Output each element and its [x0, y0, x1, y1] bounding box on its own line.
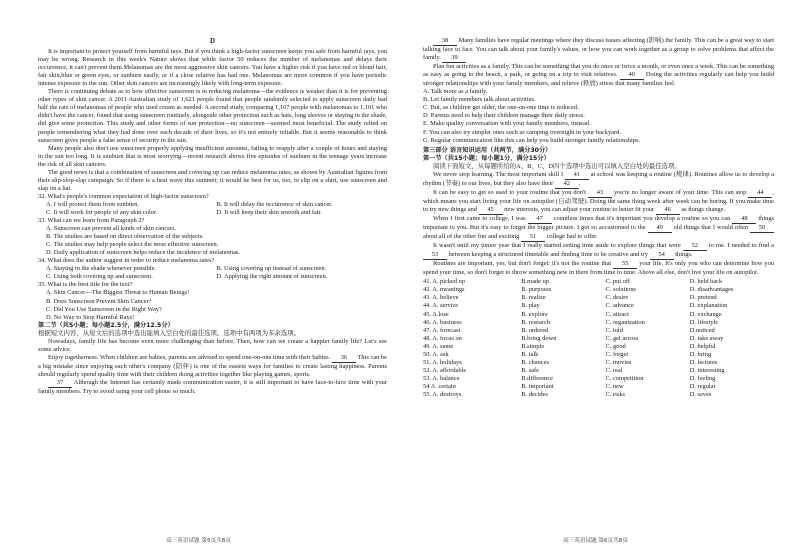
sentence-option: E. Make quality conversation with your family members, instead. [423, 120, 591, 128]
answer-choice: B. talk [521, 350, 539, 358]
cloze-blank: 45 [479, 206, 503, 215]
answer-choice: C. desire [605, 294, 629, 302]
answer-option: C. Did You Use Sunscreen in the Right Way? [46, 305, 162, 313]
cloze-text: as things change. [679, 205, 726, 213]
answer-choice: D. explanation [689, 302, 728, 310]
answer-choice: C. real [605, 366, 623, 374]
answer-choice: 46. A. business [423, 318, 462, 326]
answer-choice: 54 A. certain [423, 382, 456, 390]
blank-40: 40 [620, 71, 644, 80]
answer-choice: B. chances [521, 358, 549, 366]
answer-row [423, 302, 774, 310]
cloze-text: . [578, 179, 581, 187]
answer-choice: B.simple [521, 342, 545, 350]
answer-row [423, 294, 774, 302]
answer-option: B. Using covering up instead of sunscreen. [216, 265, 327, 273]
cloze-blank: 48 [732, 215, 756, 224]
cloze-blank: 55 [613, 260, 637, 269]
blank-39: 39 [442, 54, 466, 63]
answer-choice: D. disadvantages [689, 286, 734, 294]
cloze-paragraph [423, 189, 774, 215]
cloze-blank: 41 [565, 171, 589, 180]
section1-instruction: 阅读下面短文，从每题所给的A、B、C、D四个选项中选出可以填入空白处的最佳选项。 [433, 162, 681, 170]
answer-choice: C. competition [605, 374, 644, 382]
blank-36: 36 [332, 354, 356, 363]
sentence-option: C. But, as children get older, the one-on-one time is reduced. [423, 104, 579, 112]
answer-choice: 51. A. holidays [423, 358, 462, 366]
cloze-blank: 47 [528, 215, 552, 224]
answer-choice: D. feeling [689, 374, 716, 382]
question-list-32-35 [38, 193, 387, 322]
answer-option: B. The studies are based on direct observation of the subjects. [46, 233, 204, 241]
answer-row [423, 286, 774, 294]
answer-choice: C. advance [605, 302, 634, 310]
answer-choice: D. helpful [689, 342, 716, 350]
option-row [46, 201, 387, 209]
section2-heading: 第二节（共5小题；每小题2.5分，满分12.5分） [38, 321, 174, 329]
cloze-text: you're no longer aware of your time. This can stop [611, 188, 749, 196]
answer-choice: D. lifestyle [689, 318, 719, 326]
paragraph-39-text: Plan fun activities as a family. This can be something that you do once or twice a month, or even once a week. This can be something as easy as going to the beach, a park, or going on a trip to visit relatives. [423, 63, 774, 79]
answer-choice: D. held back [689, 278, 723, 286]
passage-letter: D [209, 37, 216, 45]
passage-d-paragraph-1: It is important to protect yourself from harmful rays. But if you think a high-factor sunscreen keeps you safe from harmful rays, you may be wrong. Research in this week's Nature shows that while factor 50 reduces the number of melanomas and delays their occurrence, it can't prevent them.Melanomas are the most aggressive skin cancers. You have a higher risk if you have red or blond hair, fair skin,blue or green eyes, or sunburn easily, or if a close relative has had one. Melanomas are more common if you have periodic intense exposure to the sun. Other skin cancers are increasingly likely with long-term exposure. [38, 48, 387, 88]
answer-choice: D. lectures [689, 358, 718, 366]
question-stem: 34. What does the author suggest in order to reduce melanoma rates? [38, 257, 215, 265]
answer-choice: 48. A. focus on [423, 334, 462, 342]
answer-choice: C. forget [605, 350, 629, 358]
answer-choice: C. new [605, 382, 624, 390]
cloze-blank: 49 [648, 224, 672, 233]
option-list-a-g [423, 88, 774, 144]
sentence-option: D. Parents need to help their children manage their daily stress. [423, 112, 585, 120]
answer-option: D. Daily application of sunscreen helps reduce the incidence of melanomas. [46, 249, 241, 257]
question-stem: 33. What can we learn from Paragraph 2? [38, 217, 145, 225]
answer-choice: C. solutions [605, 286, 637, 294]
answer-choice: B.made up [521, 278, 549, 286]
answer-row [423, 327, 774, 335]
question-stem: 32. What's people's common expectation of high-factor sunscreen? [38, 192, 209, 200]
sentence-option: A. Talk more as a family. [423, 88, 488, 96]
answer-option: C. Using both covering up and sunscreen. [46, 273, 153, 281]
answer-choice: B. purposes [521, 286, 552, 294]
cloze-text: countless times that it's important you develop a routine so you can [551, 214, 733, 222]
cloze-text: It can be easy to get so used to your routine that you don't [433, 188, 588, 196]
answer-row [423, 375, 774, 383]
option-row [46, 273, 387, 281]
cloze-text: old things that I would often [671, 224, 751, 232]
answer-choice: D. exchange [689, 310, 722, 318]
sentence-option: B. Let family members talk about activities. [423, 96, 536, 104]
answer-choice: 53. A. balance [423, 374, 460, 382]
answer-choice: B. safe [521, 366, 540, 374]
paragraph-40-text: Doing the activities regularly can help you build stronger relationships with your family members, and relieve (释放) stress that many families feel. [423, 71, 774, 88]
answer-option: B. It will delay the occurrence of skin cancer. [216, 200, 333, 208]
cloze-text: things important to you. But it's easy to forget the bigger picture. I got so accustomed to the [423, 214, 774, 232]
answer-choice: C. get across [605, 334, 639, 342]
question-stem: 35. What is the best title for the text? [38, 281, 133, 289]
cloze-text: at school was keeping a routine (规律). Routines allow us to develop a rhythm (节奏) to our lives, but they also have their [423, 170, 774, 187]
answer-choice: C. good [605, 342, 626, 350]
passage-d-paragraph-4: The good news is that a combination of sunscreen and covering up can reduce melanoma rates, as shown by Australian figures from their slip-slop-slap campaign. So if there is a heat wave this summer, it would be best for us, too, to slip on a shirt, use sunscreen and slap on a hat. [38, 168, 387, 192]
left-column [38, 37, 387, 396]
cloze-blank: 46 [656, 206, 680, 215]
family-paragraph-2-text: Enjoy togetherness. When children are babies, parents are advised to spend one-on-one time with their babies. [48, 353, 331, 361]
answer-choice: 49. A. same [423, 342, 454, 350]
answer-choice: D. take away [689, 334, 724, 342]
cloze-text: new interests, you can adjust your routine to better fit your [502, 205, 656, 213]
answer-option: B. Does Sunscreen Prevent Skin Cancer? [46, 297, 152, 305]
cloze-blank: 44 [748, 189, 772, 198]
cloze-text: We never stop learning. The most important skill I [433, 170, 565, 178]
sentence-option: F. You can also try simpler ones such as camping overnight in your backyard. [423, 128, 621, 136]
blank-38: 38 [433, 37, 457, 46]
cloze-text: things. [673, 251, 693, 259]
cloze-blank: 51 [521, 233, 545, 242]
family-paragraph-4-text: Although the Internet has certainly made communication easier, it is still important to have face-to-face time with your family members. Try to avoid using your cell phone so much. [38, 378, 387, 396]
answer-option: A. Skin Cancer—The Biggest Threat to Human Beings! [46, 289, 190, 297]
cloze-blank: 43 [588, 189, 612, 198]
answer-choice: C. told [605, 326, 623, 334]
answer-choice: D.noticed [689, 326, 715, 334]
part3-heading: 第三部分 语言知识运用（共两节，满分30分） [423, 146, 552, 154]
answer-choice: 50. A. ask [423, 350, 449, 358]
answer-row [423, 278, 774, 286]
answer-choice: B. play [521, 302, 540, 310]
family-paragraph-1: Nowadays, family life has become even more challenging than before. Then, how can we create a happier family life? Let's see some advice. [38, 337, 387, 353]
answer-option: D. No Way to Stop Harmful Rays! [46, 313, 135, 321]
answer-choice: C. movies [605, 358, 632, 366]
page-footer-right: 高三英语试题 第6页共8页 [563, 538, 628, 544]
cloze-text: It wasn't until my junior year that I really started setting time aside to explore things that were [433, 242, 683, 250]
blank-37: 37 [48, 379, 72, 388]
cloze-paragraph [423, 242, 774, 260]
cloze-passage [423, 171, 774, 278]
cloze-blank: 53 [423, 251, 447, 260]
answer-choice: 44. A. service [423, 302, 459, 310]
cloze-blank: 52 [683, 242, 707, 251]
cloze-paragraph [423, 215, 774, 242]
answer-choice: B. realize [521, 294, 546, 302]
cloze-blank: 42 [555, 180, 579, 189]
answer-choice: B.difference [521, 374, 553, 382]
cloze-text: , which means you start living your life on autopilot (自动驾驶). Doing the same thing week after week can be boring. If you make time to try new things and [423, 188, 774, 213]
passage-d-paragraph-2: There is continuing debate as to how effective sunscreen is in reducing melanoma—the evidence is weaker than it is for preventing other types of skin cancer. A 2011 Australian study of 1,621 people found that people randomly selected to apply sunscreen daily had half the rate of melanomas of people who used cream as needed. A second study, comparing 1,167 people with melanomas to 1,101 who didn't have the cancer, found that using sunscreen routinely, alongside other protection such as hats, long sleeves or staying in the shade, did give some protection. This study and other forms of sun protection—no sunscreen—seemed most beneficial. The study relied on people remembering what they had done over each decade of their lives, so it's not entirely reliable. But it seems reasonable to think sunscreen gives people a false sense of security in the sun. [38, 88, 387, 144]
answer-choice: 41. A. picked up [423, 278, 466, 286]
answer-choice: D. bring [689, 350, 712, 358]
answer-choice: C. organization [605, 318, 645, 326]
answer-choice: 55. A. destroys [423, 390, 462, 398]
family-paragraph-2 [38, 354, 387, 379]
answer-row [423, 391, 774, 399]
cloze-answer-table [423, 278, 774, 399]
answer-choice: B.bring down [521, 334, 557, 342]
cloze-blank: 54 [650, 251, 674, 260]
family-paragraph-3-text: This can be a big mistake since enjoying each other's company (陪伴) is one of the easiest ways for families to create lasting happiness. Parents should regularly spend quality time with their children doing activities together like playing games, sports. [38, 353, 387, 378]
answer-choice: D. regular [689, 382, 716, 390]
answer-option: C. It will work for people of any skin color. [46, 208, 158, 216]
cloze-text: to me. I needed to find a [706, 242, 774, 250]
option-row [46, 265, 387, 273]
right-page [397, 0, 794, 550]
family-paragraph-38 [423, 37, 774, 63]
cloze-paragraph [423, 260, 774, 277]
cloze-text: about all of the other fun and exciting [423, 233, 521, 241]
answer-choice: D. interesting [689, 366, 725, 374]
option-row [46, 209, 387, 217]
answer-choice: B. explore [521, 310, 548, 318]
paragraph-38-text: Many families have regular meetings where they discuss issues affecting (影响) the family. This can be a great way to start talking face to face. You can talk about your family's values, or how you can work together as a group to solve problems that affect the family. [423, 37, 774, 62]
answer-choice: B. ordered [521, 326, 549, 334]
answer-option: A. Staying in the shade whenever possible. [46, 265, 157, 273]
right-column [423, 37, 774, 399]
sentence-option: G. Regular communication like this can help you build stronger family relationships. [423, 136, 641, 144]
answer-row [423, 351, 774, 359]
cloze-text: When I first came to college, I was [433, 214, 528, 222]
answer-choice: C. attract [605, 310, 629, 318]
answer-choice: 42. A. meanings [423, 286, 465, 294]
answer-row [423, 311, 774, 319]
answer-choice: C. risks [605, 390, 626, 398]
answer-row [423, 335, 774, 343]
passage-d-paragraph-3: Many people also don't use sunscreen properly applying insufficient amounts, failing to reapply after a couple of hours and staying in the sun too long. It is sunburn that is most worrying—recent research shows five episodes of sunburn in the teenage years increase the risk of all skin cancers. [38, 144, 387, 168]
answer-row [423, 367, 774, 375]
section1-heading: 第一节（共15小题；每小题1分，满分15分） [423, 154, 550, 162]
cloze-text: college had to offer. [544, 233, 598, 241]
answer-option: D. It will keep their skin smooth and fair. [216, 208, 322, 216]
answer-row [423, 383, 774, 391]
answer-choice: D. saves [689, 390, 712, 398]
answer-choice: B. research [521, 318, 551, 326]
page-footer-left: 高三英语试题 第5页共8页 [166, 538, 231, 544]
answer-choice: B. important [521, 382, 554, 390]
answer-option: A. I will protect them from sunburn. [46, 200, 140, 208]
answer-row [423, 319, 774, 327]
answer-choice: D. pretend [689, 294, 717, 302]
answer-option: C. The studies may help people select the most effective sunscreen. [46, 241, 219, 249]
cloze-text: Routines are important, yes, but don't forget: it's not the routine that [433, 260, 614, 268]
answer-choice: 45. A.lose [423, 310, 449, 318]
family-paragraph-39 [423, 63, 774, 88]
answer-choice: C. put off [605, 278, 631, 286]
cloze-text: your life. It's only you who can determine how you spend your time, so don't forget to throw something new in there from time to time. Above all else, don't live your life on autopilot. [423, 260, 774, 277]
answer-row [423, 359, 774, 367]
cloze-blank: 50 [750, 224, 774, 233]
answer-option: D. Applying the right amount of sunscreen. [216, 273, 328, 281]
cloze-text: between keeping a structured timetable and finding time to be creative and try [447, 251, 650, 259]
answer-choice: 47. A. forecast [423, 326, 461, 334]
answer-row [423, 343, 774, 351]
answer-choice: B. decides [521, 390, 548, 398]
section2-instruction: 根据短文内容，从短文后的选项中选出能填入空白处的最佳选项。选项中有两项为多余选项。 [38, 329, 301, 337]
answer-option: A. Sunscreen can prevent all kinds of skin cancers. [46, 225, 177, 233]
answer-choice: 43. A. believe [423, 294, 459, 302]
family-paragraph-3 [38, 379, 387, 396]
cloze-paragraph [423, 171, 774, 189]
answer-choice: 52. A. affordable [423, 366, 467, 374]
